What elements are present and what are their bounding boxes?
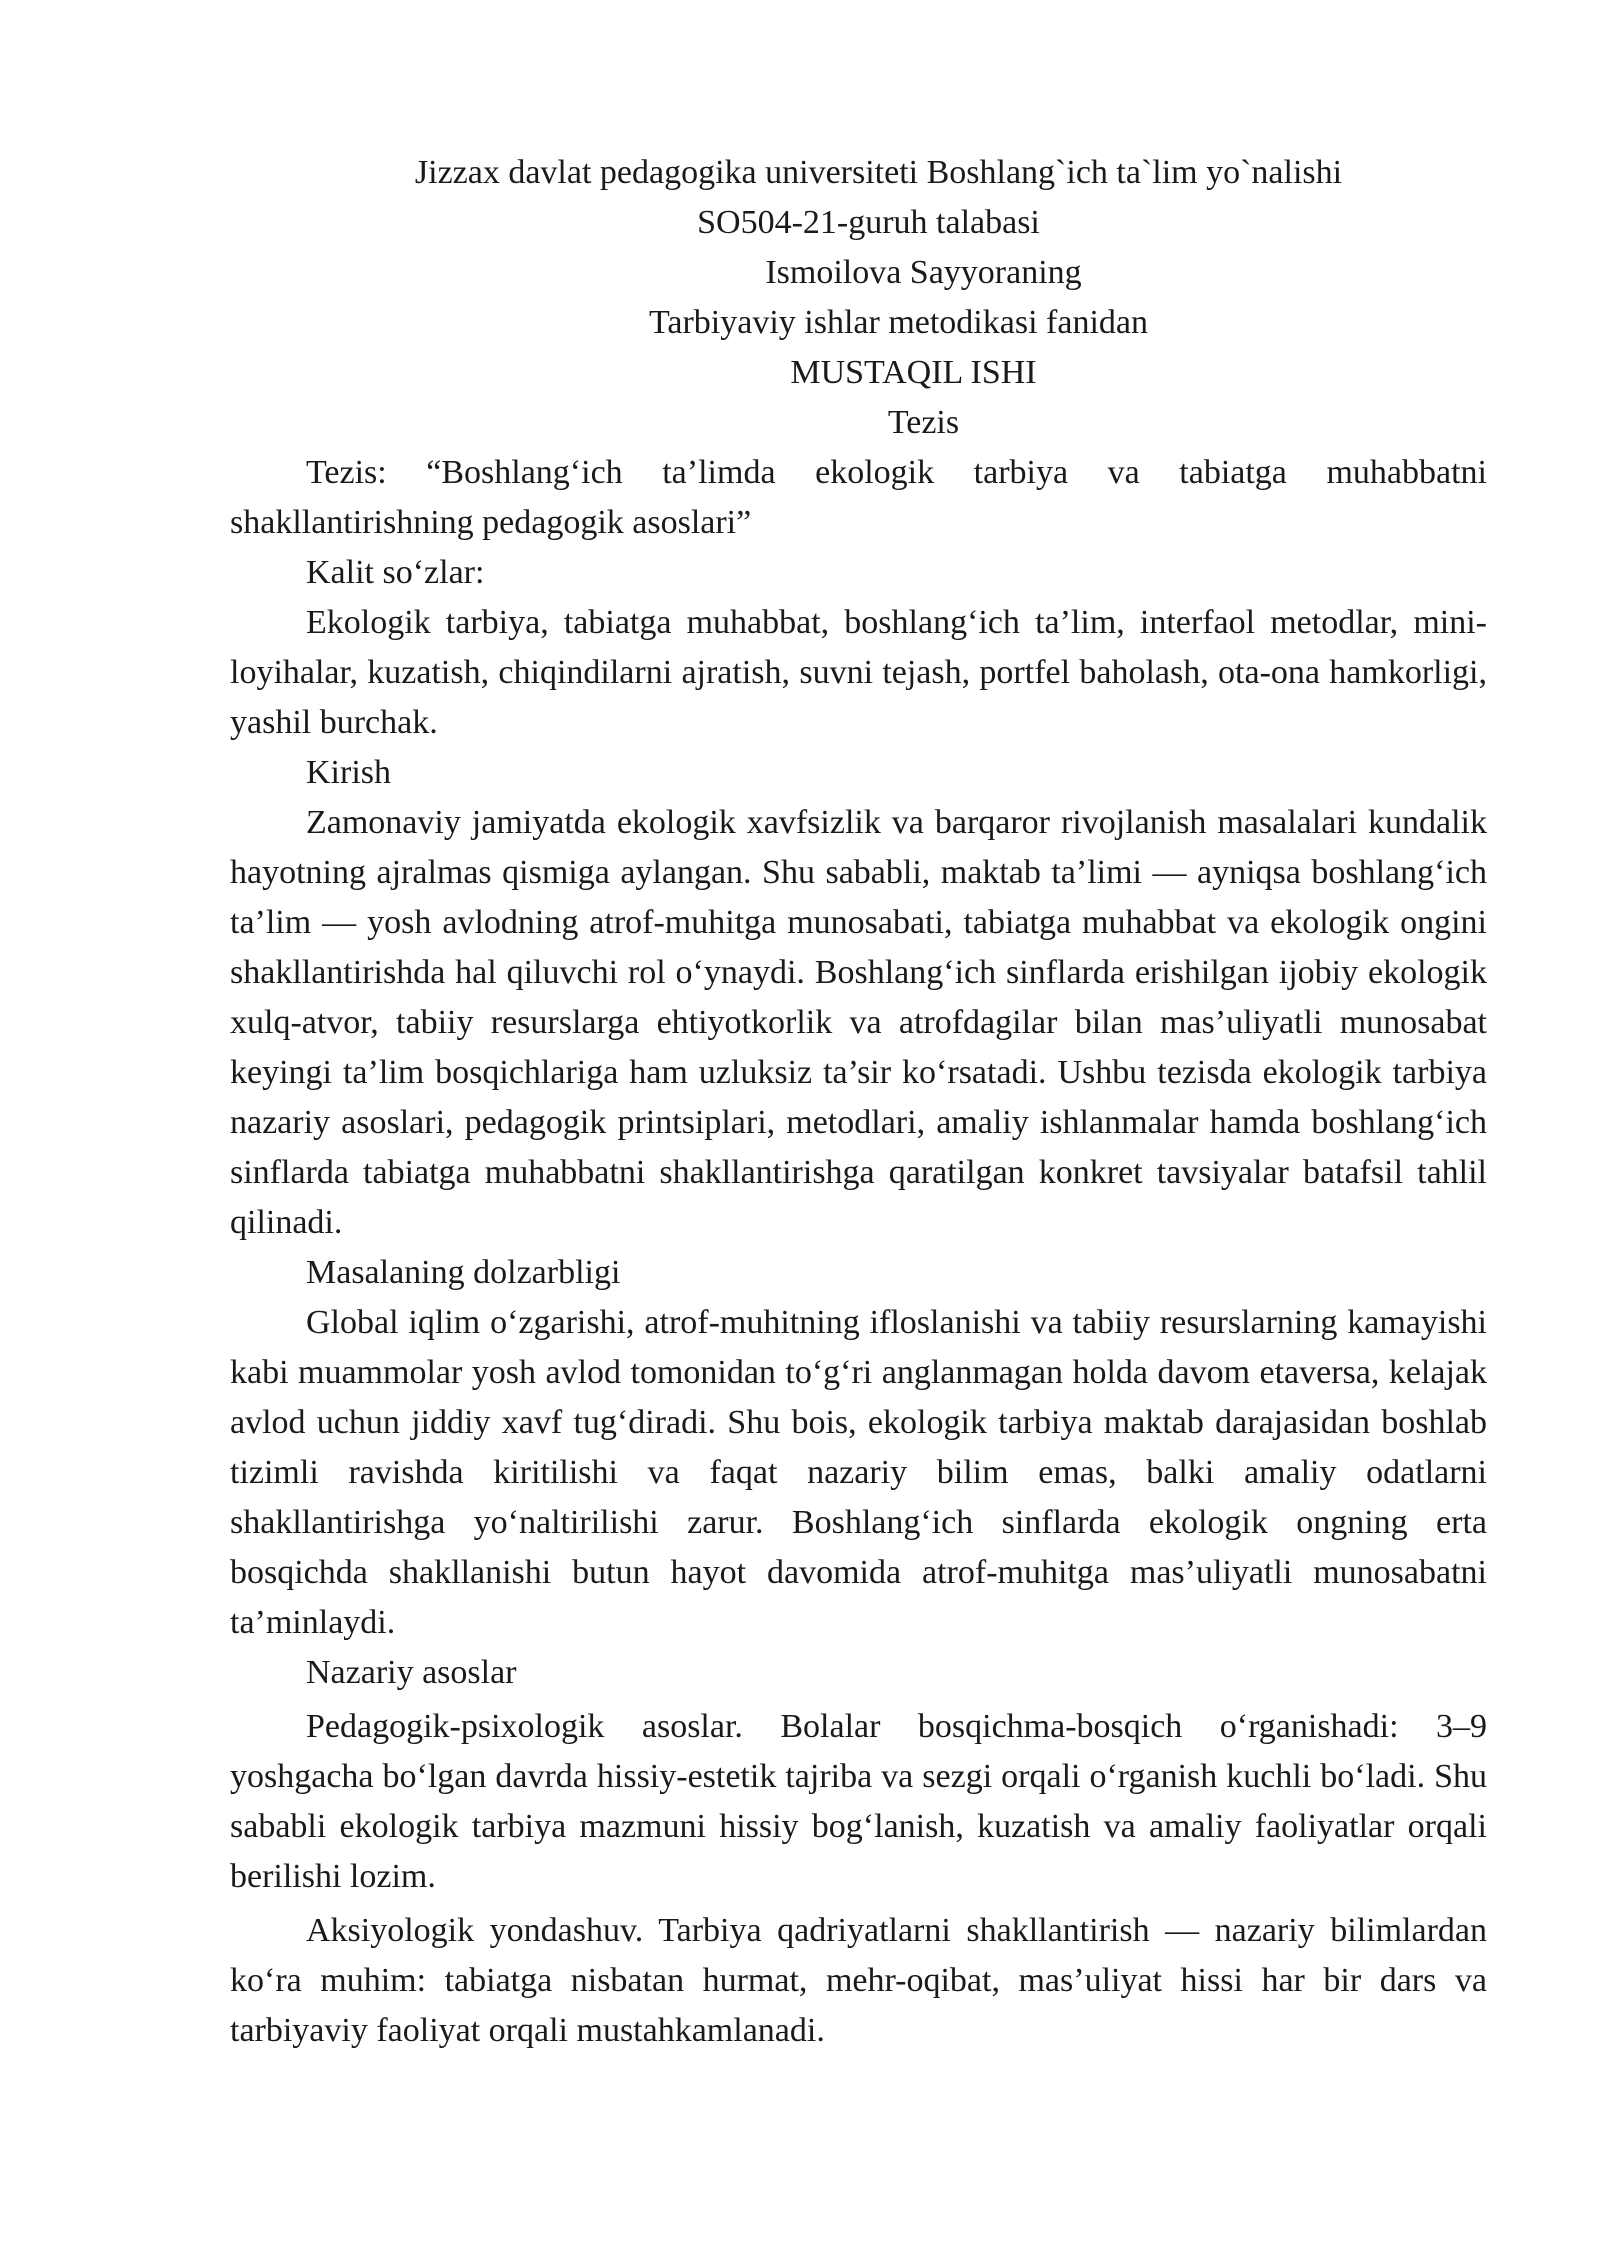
keywords-text: Ekologik tarbiya, tabiatga muhabbat, boshlang‘ich ta’lim, interfaol metodlar, mini-loyihalar, kuzatish, chiqindilarni ajratish, suvni tejash, portfel baholash, ota-ona hamkorligi, yashil burchak. — [230, 604, 1487, 741]
intro-heading: Kirish — [306, 754, 391, 791]
relevance-text: Global iqlim o‘zgarishi, atrof-muhitning ifloslanishi va tabiiy resurslarning kamayishi kabi muammolar yosh avlod tomonidan to‘g‘ri anglanmagan holda davom etaversa, kelajak avlod uchun jiddiy xavf tug‘diradi. Shu bois, ekologik tarbiya maktab darajasidan boshlab tizimli ravishda kiritilishi va faqat nazariy bilim emas, balki amaliy odatlarni shakllantirishga yo‘naltirilishi zarur. Boshlang‘ich sinflarda ekologik ongning erta bosqichda shakllanishi butun hayot davomida atrof-muhitga mas’uliyatli munosabatni ta’minlaydi. — [230, 1304, 1487, 1641]
theory-paragraph: Aksiyologik yondashuv. Tarbiya qadriyatlarni shakllantirish — nazariy bilimlardan ko‘ra muhim: tabiatga nisbatan hurmat, mehr-oqibat, mas’uliyat hissi har bir dars va tarbiyaviy faoliyat orqali mustahkamlanadi. — [230, 1912, 1487, 2049]
theory-paragraph: Pedagogik-psixologik asoslar. Bolalar bosqichma-bosqich o‘rganishadi: 3–9 yoshgacha bo‘lgan davrda hissiy-estetik tajriba va sezgi orqali o‘rganish kuchli bo‘ladi. Shu sababli ekologik tarbiya mazmuni hissiy bog‘lanish, kuzatish va amaliy faoliyatlar orqali berilishi lozim. — [230, 1708, 1487, 1895]
relevance-heading: Masalaning dolzarbligi — [306, 1254, 621, 1291]
subject-line: Tarbiyaviy ishlar metodikasi fanidan — [649, 304, 1148, 341]
intro-text: Zamonaviy jamiyatda ekologik xavfsizlik va barqaror rivojlanish masalalari kundalik hayotning ajralmas qismiga aylangan. Shu sababli, maktab ta’limi — ayniqsa boshlang‘ich ta’lim — yosh avlodning atrof-muhitga munosabati, tabiatga muhabbat va ekologik ongini shakllantirishda hal qiluvchi rol o‘ynaydi. Boshlang‘ich sinflarda erishilgan ijobiy ekologik xulq-atvor, tabiiy resurslarga ehtiyotkorlik va atrofdagilar bilan mas’uliyatli munosabat keyingi ta’lim bosqichlariga ham uzluksiz ta’sir ko‘rsatadi. Ushbu tezisda ekologik tarbiya nazariy asoslari, pedagogik printsiplari, metodlari, amaliy ishlanmalar hamda boshlang‘ich sinflarda tabiatga muhabbatni shakllantirishga qaratilgan konkret tavsiyalar batafsil tahlil qilinadi. — [230, 804, 1487, 1241]
university-line: Jizzax davlat pedagogika universiteti Boshlang`ich ta`lim yo`nalishi — [414, 154, 1343, 191]
theory-heading: Nazariy asoslar — [306, 1654, 517, 1691]
thesis-title: Tezis: “Boshlang‘ich ta’limda ekologik tarbiya va tabiatga muhabbatni shakllantirishning pedagogik asoslari” — [230, 454, 1487, 541]
doc-label: Tezis — [887, 404, 960, 441]
document-page — [230, 148, 1487, 2056]
work-type: MUSTAQIL ISHI — [790, 354, 1037, 391]
student-name: Ismoilova Sayyoraning — [765, 254, 1082, 291]
keywords-heading: Kalit so‘zlar: — [306, 554, 485, 591]
group-line: SO504-21-guruh talabasi — [697, 204, 1040, 241]
